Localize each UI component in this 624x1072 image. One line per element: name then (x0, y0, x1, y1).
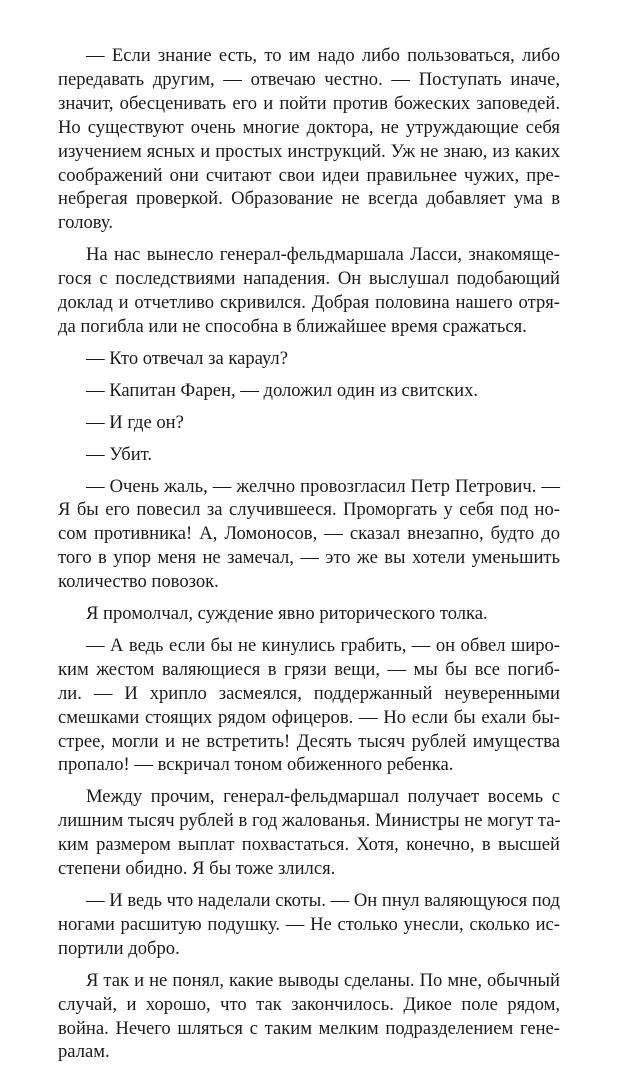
text-line: На нас вынесло генерал-фельдмаршала Ласси, знакомяще- (86, 244, 560, 266)
paragraph-12 (58, 969, 560, 1065)
paragraph-1 (58, 44, 560, 235)
paragraph-6 (58, 443, 560, 467)
text-line: небрегая проверкой. Образование не всегда добавляет ума в (58, 188, 560, 210)
text-line: — Убит. (86, 443, 153, 465)
text-line: ногами расшитую подушку. — Не столько унесли, сколько ис- (58, 913, 560, 935)
paragraph-9 (58, 634, 560, 777)
paragraph-5 (58, 411, 560, 435)
text-line: ким размером выплат похвастаться. Хотя, конечно, в высшей (58, 834, 560, 856)
text-line: передавать другим, — отвечаю честно. — Поступать иначе, (58, 68, 560, 90)
text-line: — А ведь если бы не кинулись грабить, — он обвел широ- (86, 634, 560, 656)
text-line: того в упор меня не замечал, — это же вы хотели уменьшить (58, 547, 560, 569)
text-line: доклад и отчетливо скривился. Добрая половина нашего отря- (58, 292, 560, 314)
text-line: — Кто отвечал за караул? (86, 347, 288, 369)
text-line: портили добро. (58, 937, 180, 959)
text-line: стрее, могли и не встретить! Десять тысяч рублей имущества (58, 730, 560, 752)
text-line: ралам. (58, 1041, 110, 1063)
text-line: смешками стоящих рядом офицеров. — Но если бы ехали бы- (58, 706, 560, 728)
text-line: Но существуют очень многие доктора, не утруждающие себя (58, 116, 560, 138)
book-page (58, 44, 560, 1072)
text-line: — И ведь что наделали скоты. — Он пнул валяющуюся под (86, 890, 560, 911)
text-line: лишним тысяч рублей в год жалованья. Министры не могут та- (58, 810, 561, 832)
text-line: Я бы его повесил за случившееся. Проморгать у себя под но- (58, 499, 560, 521)
text-line: война. Нечего шляться с таким мелким подразделением гене- (58, 1017, 560, 1039)
text-line: — Очень жаль, — желчно провозгласил Петр Петрович. — (86, 475, 560, 497)
paragraph-7 (58, 475, 560, 595)
text-line: гося с последствиями нападения. Он выслушал подобающий (58, 268, 560, 290)
text-line: случай, и хорошо, что так закончилось. Дикое поле рядом, (58, 993, 560, 1015)
paragraph-2 (58, 243, 560, 339)
text-line: сом противника! А, Ломоносов, — сказал внезапно, будто до (58, 523, 560, 545)
text-line: Между прочим, генерал-фельдмаршал получает восемь с (86, 786, 560, 808)
paragraph-11 (58, 889, 560, 961)
text-line: степени обидно. Я бы тоже злился. (58, 858, 336, 880)
paragraph-3 (58, 347, 560, 371)
text-line: соображений они считают свои идеи правильнее чужих, пре- (58, 164, 560, 186)
text-line: изучением ясных и простых инструкций. Уж не знаю, из каких (58, 140, 560, 162)
text-line: значит, обесценивать его и пойти против божеских заповедей. (58, 92, 560, 114)
text-line: ким жестом валяющиеся в грязи вещи, — мы бы все погиб- (58, 658, 560, 680)
paragraph-4 (58, 379, 560, 403)
text-line: пропало! — вскричал тоном обиженного ребенка. (58, 754, 454, 776)
text-line: да погибла или не способна в ближайшее время сражаться. (58, 315, 527, 337)
text-line: голову. (58, 212, 114, 234)
text-line: ли. — И хрипло засмеялся, поддержанный неуверенными (58, 682, 560, 704)
text-line: количество повозок. (58, 571, 219, 593)
text-line: — Капитан Фарен, — доложил один из свитских. (86, 379, 479, 401)
text-line: Я промолчал, суждение явно риторического толка. (86, 603, 488, 625)
paragraph-10 (58, 785, 560, 881)
text-line: — И где он? (86, 411, 184, 433)
paragraph-8 (58, 602, 560, 626)
text-line: — Если знание есть, то им надо либо пользоваться, либо (86, 45, 560, 66)
text-line: Я так и не понял, какие выводы сделаны. По мне, обычный (86, 969, 560, 991)
